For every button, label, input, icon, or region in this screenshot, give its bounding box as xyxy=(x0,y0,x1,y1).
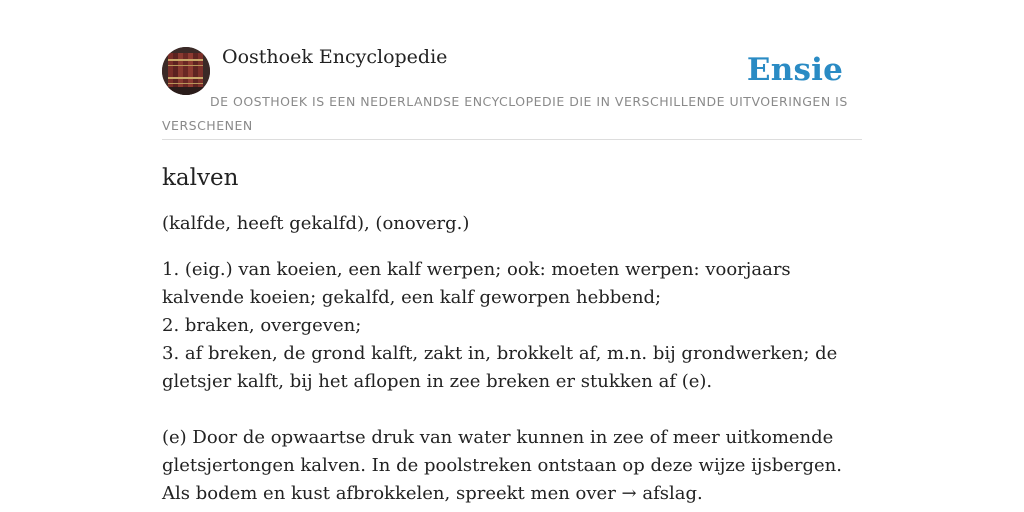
site-header xyxy=(162,44,862,140)
site-title-link[interactable]: Oosthoek Encyclopedie xyxy=(222,46,448,68)
encyclopedia-books-icon[interactable] xyxy=(162,47,210,95)
sense-3: 3. af breken, de grond kalft, zakt in, brokkelt af, m.n. bij grondwerken; de gletsjer kalft, bij het aflopen in zee breken er stukken af (e). xyxy=(162,343,838,392)
entry-senses xyxy=(162,256,862,396)
entry-note xyxy=(162,424,862,508)
note-end: . xyxy=(696,483,703,504)
afslag-link[interactable]: → afslag xyxy=(621,483,697,504)
note-text: (e) Door de opwaartse druk van water kunnen in zee of meer uitkomende gletsjertongen kalven. In de poolstreken ontstaan op deze wijze ijsbergen. Als bodem en kust afbrokkelen, spreekt men over xyxy=(162,427,842,504)
ensie-brand-link[interactable]: Ensie xyxy=(746,52,843,88)
sense-1: 1. (eig.) van koeien, een kalf werpen; ook: moeten werpen: voorjaars kalvende koeien; gekalfd, een kalf geworpen hebbend; xyxy=(162,259,791,308)
sense-2: 2. braken, overgeven; xyxy=(162,315,362,336)
entry-headword: kalven xyxy=(162,165,239,191)
entry-content xyxy=(162,160,862,508)
entry-grammar: (kalfde, heeft gekalfd), (onoverg.) xyxy=(162,213,470,234)
site-description: DE OOSTHOEK IS EEN NEDERLANDSE ENCYCLOPEDIE DIE IN VERSCHILLENDE UITVOERINGEN IS VERSCHENEN xyxy=(162,94,848,133)
